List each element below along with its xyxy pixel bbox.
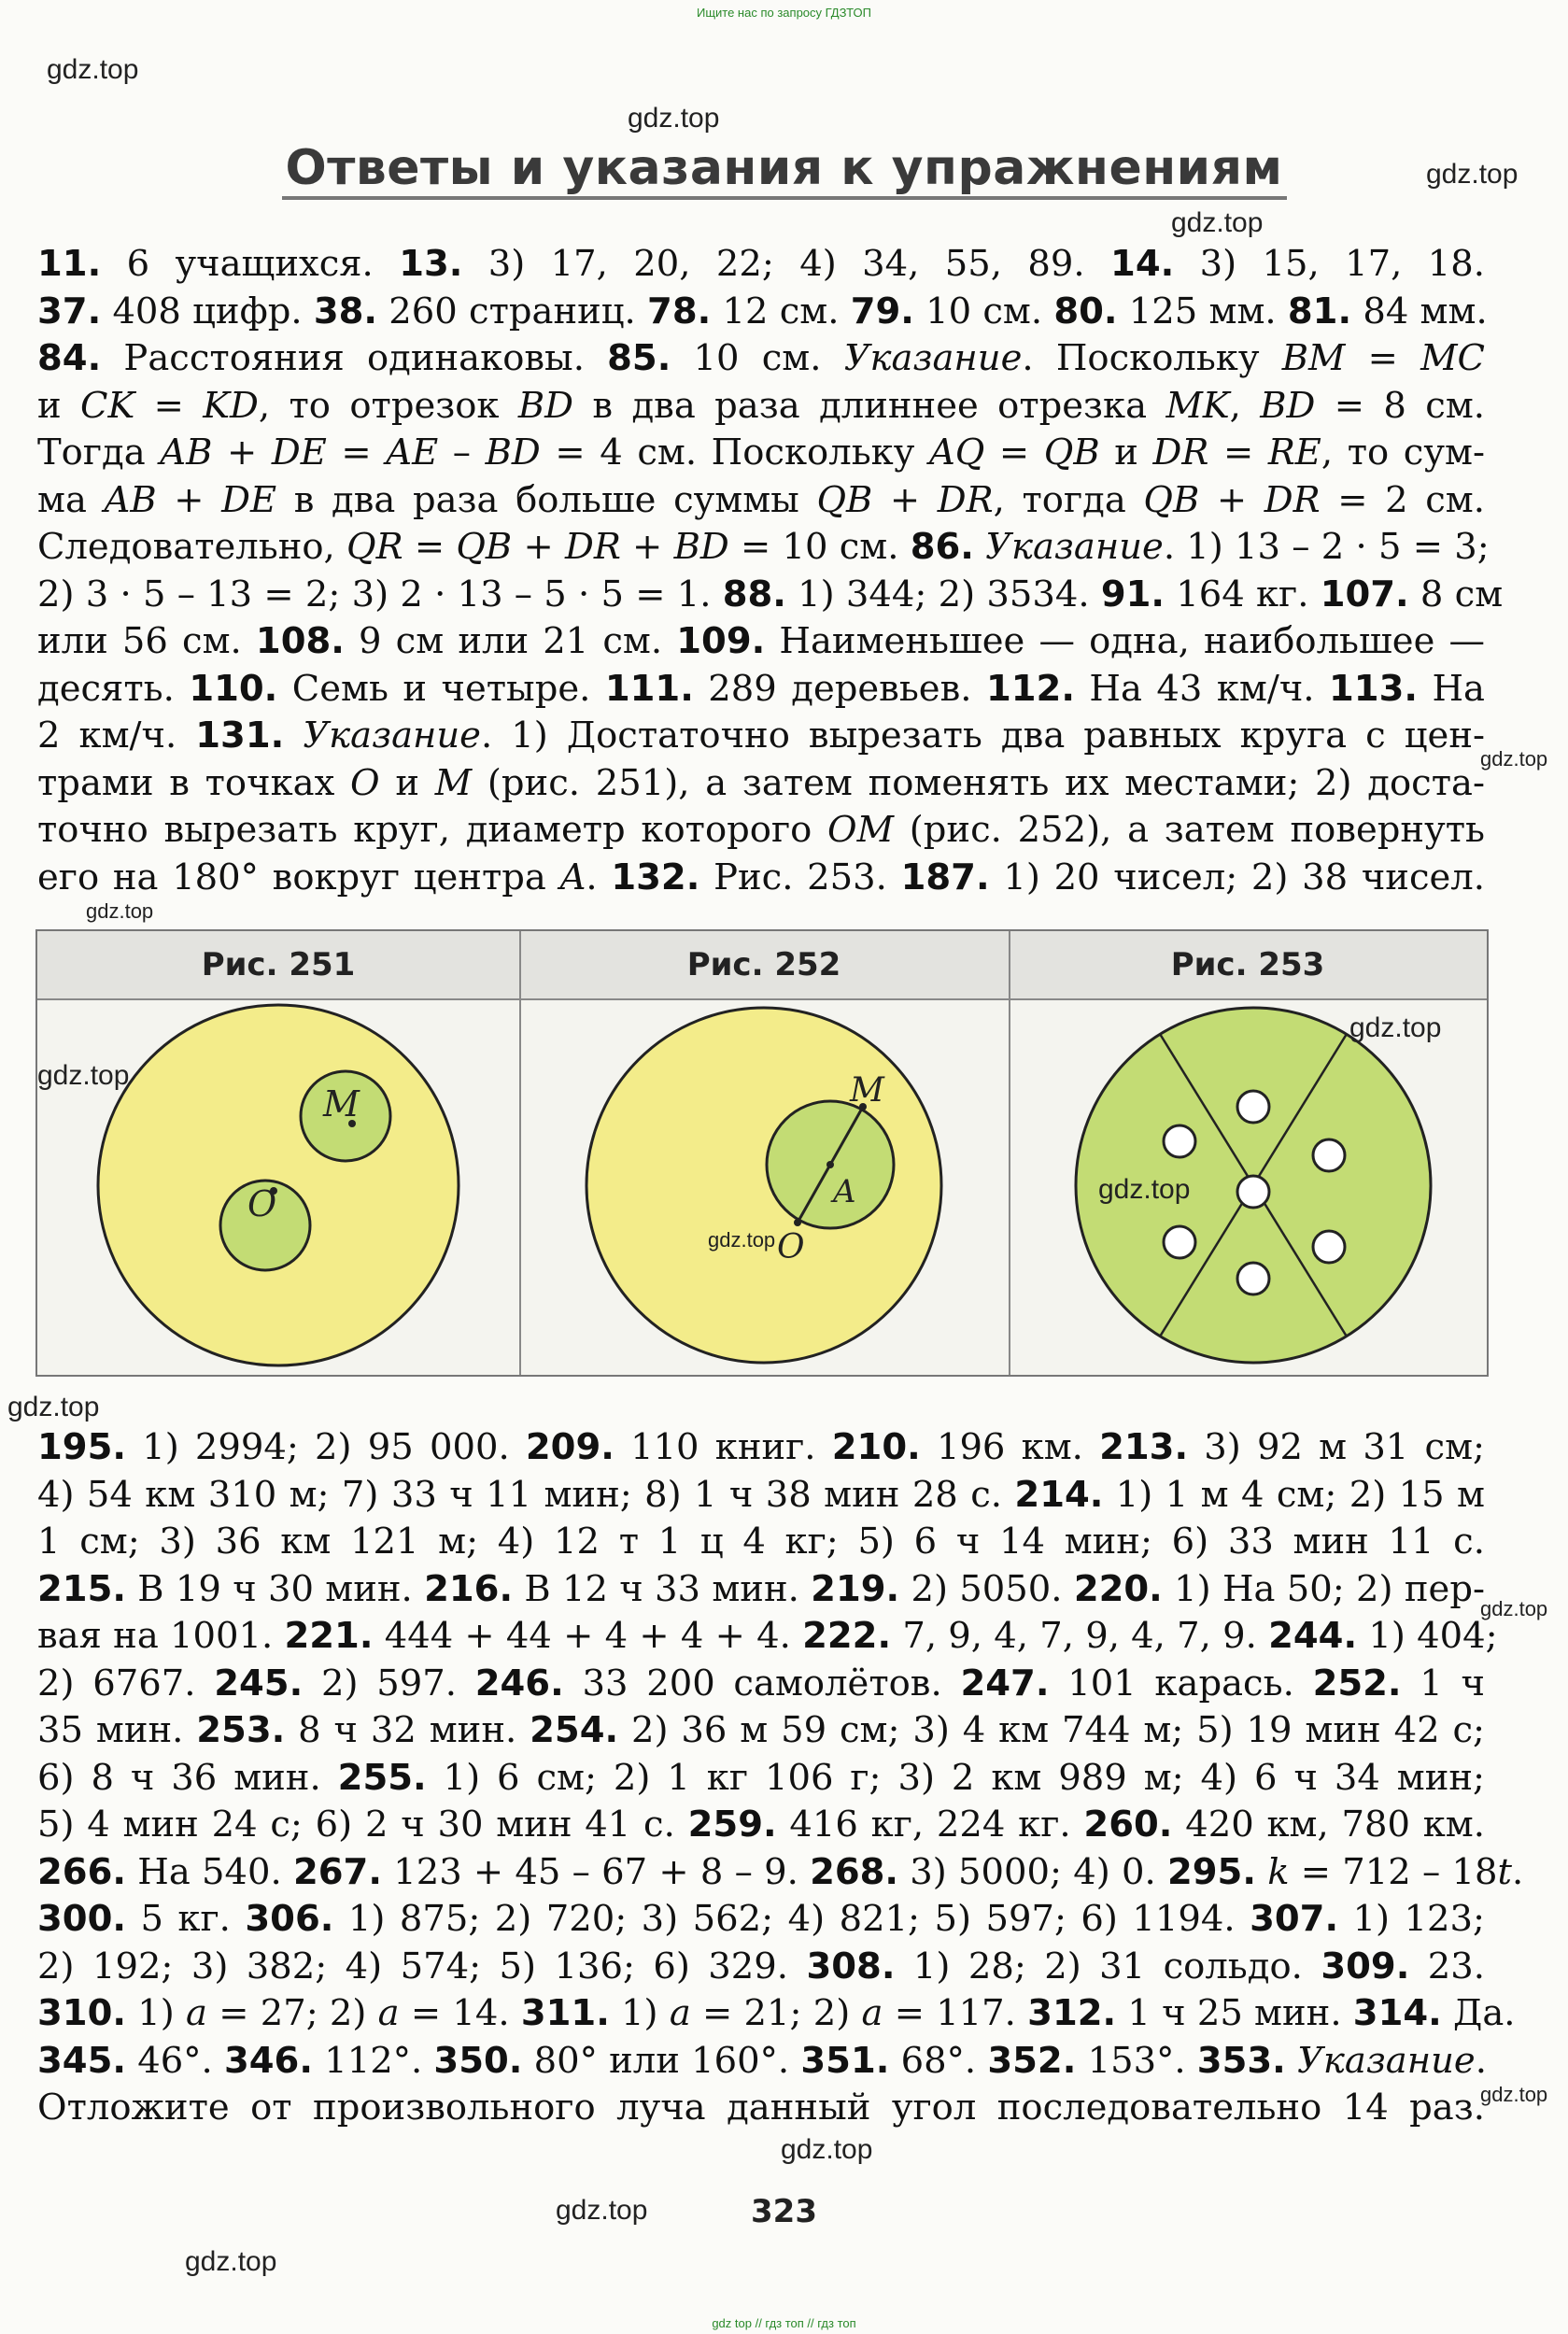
answer-text: 1) 2994; 2) 95 000. (126, 1426, 526, 1468)
text-line (37, 1802, 1485, 1849)
exercise-number: 81. (1287, 290, 1352, 332)
exercise-number: 245. (214, 1662, 304, 1705)
answer-text: = (984, 431, 1044, 474)
answer-text: Указание (985, 526, 1164, 568)
answer-text: a (669, 1992, 691, 2034)
text-line (37, 1755, 1485, 1803)
answer-text: = 4 см. Поскольку (540, 431, 929, 474)
exercise-number: 187. (900, 856, 990, 898)
answer-text: M (434, 761, 473, 804)
answer-text: На 540. (126, 1850, 293, 1893)
answer-text: 101 карась. (1049, 1662, 1313, 1705)
exercise-number: 109. (676, 620, 766, 662)
exercise-number: 260. (1083, 1804, 1173, 1846)
answer-text: 408 цифр. (101, 290, 314, 332)
exercise-number: 254. (530, 1709, 619, 1751)
exercise-number: 221. (284, 1615, 374, 1657)
answer-text: Следовательно, (37, 526, 347, 568)
exercise-number: 311. (520, 1992, 610, 2034)
exercise-number: 306. (245, 1898, 334, 1940)
answer-text: + (212, 431, 272, 474)
exercise-number: 219. (811, 1567, 900, 1610)
answer-text (1286, 2040, 1297, 2082)
answer-text: 12 см. (711, 290, 851, 332)
exercise-number: 244. (1268, 1615, 1358, 1657)
answer-text: 5) 4 мин 24 с; 6) 2 ч 30 мин 41 с. (37, 1804, 688, 1846)
answer-text: . 1) 13 – 2 · 5 = 3; (1163, 526, 1490, 568)
exercise-number: 255. (337, 1756, 427, 1799)
answer-text: A (559, 856, 586, 898)
answer-text: = 712 – 18 (1289, 1850, 1498, 1893)
exercise-number: 253. (196, 1709, 286, 1751)
answer-text: . (1511, 1850, 1524, 1893)
answer-text: = 21; 2) (690, 1992, 862, 2034)
answer-text: + (1199, 478, 1264, 521)
answer-text: 1) 1 м 4 см; 2) 15 м (1103, 1473, 1485, 1516)
answer-text: 110 книг. (614, 1426, 832, 1468)
exercise-number: 88. (722, 573, 786, 615)
answer-text: BD (673, 526, 729, 568)
answer-text: 68°. (889, 2039, 988, 2082)
answer-text: k (1267, 1850, 1290, 1893)
answer-text: = 14. (399, 1992, 521, 2034)
answer-text: 444 + 44 + 4 + 4 + 4. (373, 1615, 803, 1657)
answer-text: , то сум- (1321, 431, 1485, 474)
text-line (37, 241, 1485, 289)
answer-text: AQ (928, 431, 985, 474)
answer-text: и (379, 761, 435, 804)
bottom-banner: gdz top // гдз топ // гдз топ (712, 2316, 856, 2330)
exercise-number: 113. (1329, 667, 1418, 710)
exercise-number: 111. (604, 667, 694, 710)
answer-text: 1) 6 см; 2) 1 кг 106 г; 3) 2 км 989 м; 4) 6 ч 34 мин; (426, 1756, 1485, 1799)
answer-text: 2) 3 · 5 – 13 = 2; 3) 2 · 13 – 5 · 5 = 1. (37, 573, 723, 615)
text-line (37, 524, 1490, 572)
answer-text: На 43 км/ч. (1074, 667, 1329, 710)
answer-text: DE (221, 478, 277, 521)
exercise-number: 307. (1250, 1898, 1339, 1940)
exercise-number: 112. (985, 667, 1075, 710)
answer-text: BD (485, 431, 541, 474)
answer-text: 164 кг. (1165, 573, 1321, 615)
figure-251 (37, 931, 521, 1375)
answer-text: t (1497, 1850, 1512, 1893)
answer-text: . (586, 856, 612, 898)
answer-text: . (1475, 2039, 1487, 2082)
answer-text: 2) 6767. (37, 1662, 215, 1705)
answer-text: Тогда (37, 431, 161, 474)
answer-text: 1) 20 чисел; 2) 38 чисел. (989, 856, 1485, 898)
answer-text: DR (564, 526, 621, 568)
answer-text: Отложите от произвольного луча данный угол последовательно 14 раз. (37, 2086, 1485, 2129)
answer-text: На (1418, 667, 1485, 710)
answer-text: – (438, 431, 486, 474)
answer-text (974, 526, 985, 568)
text-line (37, 618, 1485, 666)
label-O: O (247, 1183, 277, 1224)
answer-text: 2) 597. (303, 1662, 475, 1705)
exercise-number: 216. (424, 1567, 514, 1610)
exercise-number: 309. (1321, 1945, 1410, 1987)
answer-text: 6 учащихся. (101, 243, 400, 285)
figures-table (35, 929, 1489, 1377)
text-line (37, 1424, 1485, 1472)
answer-text: 10 см. (913, 290, 1054, 332)
watermark: gdz.top (7, 1392, 100, 1422)
answer-text: 6) 8 ч 36 мин. (37, 1756, 338, 1799)
label-O: O (777, 1228, 805, 1266)
answer-text: Расстояния одинаковы. (101, 337, 608, 379)
answer-text: + (620, 526, 674, 568)
exercise-number: 308. (806, 1945, 896, 1987)
exercise-number: 310. (37, 1992, 126, 2034)
answer-text: 7, 9, 4, 7, 9, 4, 7, 9. (891, 1615, 1269, 1657)
exercise-number: 108. (255, 620, 345, 662)
watermark: gdz.top (1426, 159, 1519, 190)
answer-text: 3) 15, 17, 18. (1174, 243, 1485, 285)
answer-text: RE (1267, 431, 1321, 474)
answer-text: 416 кг, 224 кг. (776, 1804, 1084, 1846)
answer-text: , то отрезок (258, 384, 518, 427)
answer-text: AE (386, 431, 439, 474)
answer-text: Указание (303, 714, 481, 757)
text-line (37, 335, 1485, 383)
exercise-number: 131. (195, 714, 285, 757)
exercise-number: 268. (810, 1850, 899, 1893)
answer-text: 2 км/ч. (37, 714, 196, 757)
answer-text: 1) 875; 2) 720; 3) 562; 4) 821; 5) 597; 6) 1194. (333, 1898, 1250, 1940)
watermark: gdz.top (781, 2134, 873, 2165)
exercise-number: 314. (1352, 1992, 1442, 2034)
text-line (37, 1566, 1485, 1614)
answer-text: 1) (126, 1992, 186, 2034)
answer-text: QR (346, 526, 403, 568)
exercise-number: 86. (910, 526, 974, 568)
answer-text: 2) 5050. (899, 1567, 1074, 1610)
answer-text: 33 200 самолётов. (563, 1662, 961, 1705)
answer-text: Указание (1297, 2039, 1476, 2082)
answer-text: = (1345, 337, 1421, 379)
text-line (37, 2085, 1485, 2132)
answer-text: 1) 123; (1338, 1898, 1486, 1940)
exercise-number: 266. (37, 1850, 126, 1893)
answer-text: ма (37, 478, 105, 521)
answer-text: = (326, 431, 387, 474)
watermark: gdz.top (86, 899, 154, 923)
answer-text: . Поскольку (1022, 337, 1282, 379)
answers-block-1 (37, 241, 1504, 901)
page-title: Ответы и указания к упражнениям (0, 140, 1568, 196)
answer-text: (рис. 252), а затем повернуть (894, 809, 1486, 851)
exercise-number: 78. (647, 290, 712, 332)
text-line (37, 807, 1485, 855)
exercise-number: 345. (37, 2039, 126, 2082)
exercise-number: 351. (800, 2039, 890, 2082)
exercise-number: 11. (37, 243, 102, 285)
answer-text: 2) 36 м 59 см; 3) 4 км 744 м; 5) 19 мин 42 с; (618, 1709, 1485, 1751)
answer-text: = 27; 2) (206, 1992, 378, 2034)
answer-text: или 56 см. (37, 620, 256, 662)
exercise-number: 195. (37, 1426, 126, 1468)
answer-text: 3) 17, 20, 22; 4) 34, 55, 89. (462, 243, 1111, 285)
exercise-number: 312. (1027, 1992, 1117, 2034)
answer-text (284, 714, 303, 757)
answer-text (1256, 1851, 1267, 1893)
answer-text: DR (1264, 478, 1321, 521)
watermark: gdz.top (185, 2246, 277, 2277)
answer-text: = 10 см. (728, 526, 911, 568)
answer-text: Рис. 253. (699, 856, 901, 898)
exercise-number: 259. (687, 1804, 777, 1846)
answer-text: 9 см или 21 см. (344, 620, 677, 662)
answer-text: + (156, 478, 222, 521)
text-line (37, 572, 1504, 619)
text-line (37, 713, 1485, 760)
answer-text: (рис. 251), а затем поменять их местами; 2) доста- (472, 761, 1485, 804)
answer-text: десять. (37, 667, 190, 710)
answer-text: 196 км. (920, 1426, 1100, 1468)
text-line (37, 1896, 1485, 1944)
text-line (37, 477, 1485, 525)
figure-251-drawing (37, 931, 519, 1375)
figure-252-drawing (519, 931, 1009, 1375)
text-line (37, 2038, 1485, 2086)
watermark: gdz.top (1480, 747, 1548, 771)
watermark: gdz.top (47, 54, 139, 85)
exercise-number: 300. (37, 1898, 126, 1940)
answer-text: . 1) Достаточно вырезать два равных круга с цен- (480, 714, 1485, 757)
answer-text: 3) 92 м 31 см; (1188, 1426, 1485, 1468)
answer-text: и (1099, 431, 1153, 474)
answer-text: 1 ч 25 мин. (1116, 1992, 1353, 2034)
exercise-number: 215. (37, 1567, 126, 1610)
answer-text: DR (937, 478, 994, 521)
exercise-number: 252. (1312, 1662, 1402, 1705)
answer-text: = 2 см. (1320, 478, 1485, 521)
text-line (37, 1613, 1498, 1661)
exercise-number: 37. (37, 290, 102, 332)
answer-text: = (1208, 431, 1268, 474)
answer-text: 35 мин. (37, 1709, 197, 1751)
figure-caption: Рис. 252 (686, 946, 841, 983)
watermark: gdz.top (1171, 207, 1264, 238)
watermark: gdz.top (1349, 1012, 1442, 1043)
answer-text: 2) 192; 3) 382; 4) 574; 5) 136; 6) 329. (37, 1945, 807, 1987)
answer-text: В 12 ч 33 мин. (513, 1567, 812, 1610)
answer-text: QB (456, 526, 513, 568)
text-line (37, 760, 1485, 808)
answer-text: QB (816, 478, 873, 521)
answer-text: в два раза больше суммы (276, 478, 817, 521)
answer-text: + (872, 478, 938, 521)
answer-text: OM (827, 809, 895, 851)
exercise-number: 14. (1110, 243, 1175, 285)
answer-text: = (403, 526, 457, 568)
answer-text: MK (1165, 384, 1230, 427)
exercise-number: 247. (960, 1662, 1050, 1705)
answer-text: 125 мм. (1117, 290, 1288, 332)
answer-text: 3) 5000; 4) 0. (898, 1850, 1167, 1893)
answer-text: DE (271, 431, 327, 474)
exercise-number: 132. (611, 856, 700, 898)
answer-text: QB (1143, 478, 1200, 521)
answer-text: QB (1043, 431, 1100, 474)
answer-text: 4) 54 км 310 м; 7) 33 ч 11 мин; 8) 1 ч 38 мин 28 с. (37, 1473, 1015, 1516)
text-line (37, 1519, 1485, 1566)
watermark: gdz.top (1480, 1597, 1548, 1620)
answer-text: 5 кг. (126, 1898, 246, 1940)
answer-text: 10 см. (671, 337, 844, 379)
exercise-number: 214. (1014, 1473, 1104, 1516)
exercise-number: 213. (1099, 1426, 1189, 1468)
text-line (37, 666, 1485, 714)
answer-text: его на 180° вокруг центра (37, 856, 560, 898)
answer-text: 1) 28; 2) 31 сольдо. (895, 1945, 1321, 1987)
answer-text: 23. (1409, 1945, 1485, 1987)
figure-caption: Рис. 253 (1170, 946, 1325, 983)
exercise-number: 110. (189, 667, 278, 710)
answer-text: трами в точках (37, 761, 351, 804)
answer-text: O (350, 761, 380, 804)
answer-text: = 117. (883, 1992, 1028, 2034)
exercise-number: 352. (987, 2039, 1077, 2082)
exercise-number: 38. (313, 290, 378, 332)
exercise-number: 79. (850, 290, 914, 332)
answer-text: a (186, 1992, 207, 2034)
answer-text: В 19 ч 30 мин. (126, 1567, 425, 1610)
answer-text: 1) 344; 2) 3534. (785, 573, 1101, 615)
answer-text: 153°. (1076, 2039, 1197, 2082)
watermark: gdz.top (628, 103, 720, 134)
watermark: gdz.top (1480, 2083, 1548, 2106)
answer-text: BD (1260, 384, 1316, 427)
text-line (37, 1661, 1485, 1708)
answer-text: , тогда (993, 478, 1144, 521)
figure-253-drawing (1009, 931, 1487, 1375)
answer-text: DR (1152, 431, 1209, 474)
answer-text: KD (203, 384, 259, 427)
text-line (37, 289, 1488, 336)
exercise-number: 85. (607, 337, 671, 379)
exercise-number: 346. (223, 2039, 313, 2082)
answer-text: MC (1420, 337, 1485, 379)
exercise-number: 209. (525, 1426, 614, 1468)
top-banner: Ищите нас по запросу ГДЗТОП (696, 6, 871, 20)
answer-text: + (512, 526, 565, 568)
text-line (37, 383, 1485, 431)
exercise-number: 222. (802, 1615, 892, 1657)
answer-text: 289 деревьев. (693, 667, 986, 710)
answer-text: 1 ч (1401, 1662, 1486, 1705)
answer-text: AB (160, 431, 213, 474)
exercise-number: 13. (399, 243, 463, 285)
answer-text: 1) 404; (1357, 1615, 1498, 1657)
answer-text: Наименьшее — одна, наибольшее — (765, 620, 1485, 662)
exercise-number: 295. (1166, 1850, 1256, 1893)
answer-text: , (1229, 384, 1261, 427)
answer-text: a (861, 1992, 883, 2034)
answer-text: 1) (609, 1992, 670, 2034)
answer-text: 80° или 160°. (522, 2039, 801, 2082)
answer-text: BM (1281, 337, 1346, 379)
answer-text: вая на 1001. (37, 1615, 285, 1657)
exercise-number: 91. (1100, 573, 1165, 615)
answer-text: 46°. (126, 2039, 224, 2082)
text-line (37, 1990, 1516, 2038)
text-line (37, 1849, 1524, 1897)
exercise-number: 350. (433, 2039, 523, 2082)
answer-text: 8 см (1408, 573, 1504, 615)
answer-text: 1) На 50; 2) пер- (1162, 1567, 1485, 1610)
answer-text: 112°. (312, 2039, 434, 2082)
exercise-number: 353. (1196, 2039, 1286, 2082)
answer-text: = (134, 384, 204, 427)
answer-text: 123 + 45 – 67 + 8 – 9. (381, 1850, 811, 1893)
watermark: gdz.top (708, 1228, 776, 1252)
answer-text: точно вырезать круг, диаметр которого (37, 809, 828, 851)
answer-text: 84 мм. (1351, 290, 1488, 332)
watermark: gdz.top (37, 1060, 130, 1091)
answer-text: 1 см; 3) 36 км 121 м; 4) 12 т 1 ц 4 кг; 5) 6 ч 14 мин; 6) 33 мин 11 с. (37, 1521, 1485, 1563)
figure-253 (1009, 931, 1487, 1375)
watermark: gdz.top (1098, 1174, 1191, 1205)
exercise-number: 84. (37, 337, 102, 379)
exercise-number: 80. (1053, 290, 1118, 332)
answer-text: Да. (1441, 1992, 1516, 2034)
text-line (37, 430, 1485, 477)
label-A: A (833, 1173, 856, 1210)
answer-text: CK (80, 384, 135, 427)
exercise-number: 267. (292, 1850, 382, 1893)
text-line (37, 1707, 1485, 1755)
answer-text: = 8 см. (1315, 384, 1486, 427)
exercise-number: 107. (1320, 573, 1409, 615)
exercise-number: 246. (474, 1662, 564, 1705)
answer-text: AB (104, 478, 157, 521)
label-M: M (850, 1071, 884, 1110)
text-line (37, 1472, 1485, 1520)
answer-text: Указание (843, 337, 1023, 379)
answer-text: и (37, 384, 81, 427)
label-M: M (323, 1083, 360, 1125)
answer-text: Семь и четыре. (277, 667, 605, 710)
watermark: gdz.top (556, 2195, 648, 2226)
answer-text: a (377, 1992, 400, 2034)
exercise-number: 220. (1073, 1567, 1163, 1610)
text-line (37, 1944, 1485, 1991)
text-line (37, 855, 1485, 902)
answer-text: BD (517, 384, 574, 427)
answer-text: 420 км, 780 км. (1172, 1804, 1485, 1846)
figure-252 (519, 931, 1010, 1375)
page-number: 323 (751, 2193, 817, 2230)
figure-caption: Рис. 251 (201, 946, 356, 983)
answer-text: 8 ч 32 мин. (285, 1709, 530, 1751)
exercise-number: 210. (831, 1426, 921, 1468)
answer-text: 260 страниц. (377, 290, 648, 332)
answer-text: в два раза длиннее отрезка (573, 384, 1166, 427)
